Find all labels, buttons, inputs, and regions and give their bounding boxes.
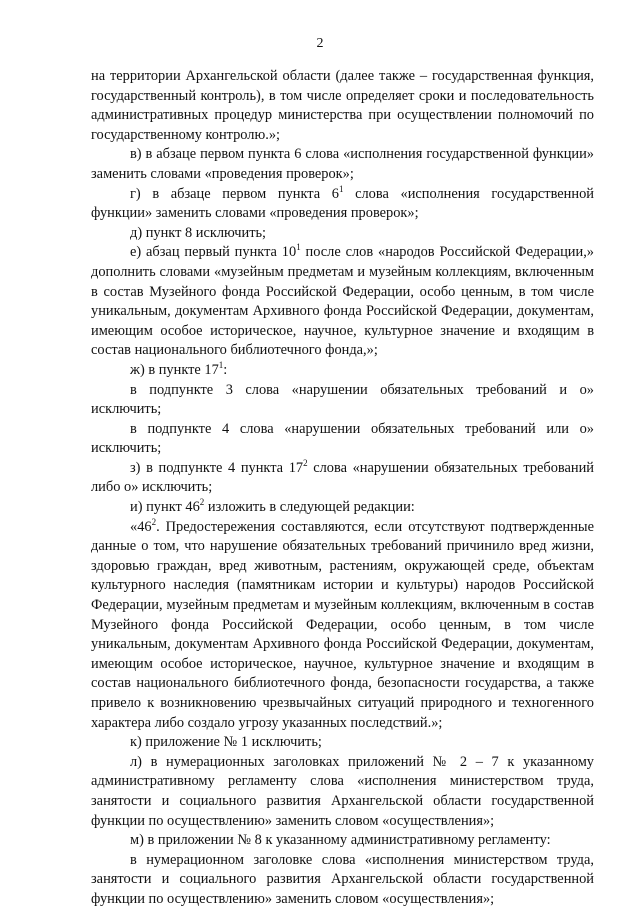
paragraph-text: к) приложение № 1 исключить; [130, 734, 322, 751]
superscript: 1 [338, 183, 344, 194]
paragraph-text: на территории Архангельской области (далее также – государственная функция, государственный контроль), в том числе определяет сроки и последовательность административных процедур министерства при осуществлении полномочий по государственному контролю.»; [91, 68, 594, 143]
paragraph-text: м) в приложении № 8 к указанному административному регламенту: [130, 832, 551, 849]
paragraph-text: в подпункте 4 слова «нарушении обязательных требований или о» исключить; [91, 420, 594, 457]
page-number: 2 [316, 36, 324, 51]
paragraph [91, 831, 594, 851]
paragraph-text: изложить в следующей редакции: [204, 499, 415, 516]
paragraph [91, 224, 594, 244]
paragraph [91, 733, 594, 753]
paragraph-text: з) в подпункте 4 пункта 17 [130, 459, 304, 476]
superscript: 2 [303, 458, 308, 469]
paragraph-text: д) пункт 8 исключить; [130, 224, 267, 241]
paragraph [91, 753, 594, 831]
paragraph [91, 420, 594, 459]
paragraph [91, 243, 594, 361]
paragraph-text: слова «нарушении обязательных требований либо о» исключить; [91, 459, 595, 496]
paragraph [91, 518, 594, 734]
paragraph-text: : [223, 361, 228, 378]
paragraph [91, 67, 594, 145]
paragraph-text: г) в абзаце первом пункта 6 [130, 185, 339, 202]
paragraph [91, 361, 594, 381]
paragraph [91, 459, 594, 498]
document-body [91, 67, 594, 910]
superscript: 2 [151, 516, 157, 527]
paragraph-text: в подпункте 3 слова «нарушении обязательных требований и о» исключить; [91, 381, 594, 418]
paragraph-text: л) в нумерационных заголовках приложений № 2 – 7 к указанному административному регламенту слова «исполнения министерством труда, занятости и социального развития Архангельской области государственной функции по осуществлению» заменить словом «осуществления»; [91, 753, 594, 829]
superscript: 2 [199, 497, 205, 508]
paragraph [91, 498, 594, 518]
paragraph [91, 381, 594, 420]
paragraph-text: «46 [130, 518, 152, 535]
paragraph-text: ж) в пункте 17 [130, 361, 219, 378]
paragraph [91, 851, 594, 910]
paragraph-text: и) пункт 46 [130, 499, 200, 516]
paragraph [91, 185, 594, 224]
paragraph-text: после слов «народов Российской Федерации,» дополнить словами «музейным предметам и музейным коллекциям, включенным в состав Музейного фонда Российской Федерации, особо ценным, в том числе уникальным, документам Архивного фонда Российской Федерации, документам, имеющим особое историческое, научное, культурное значение и входящим в состав национального библиотечного фонда,»; [91, 244, 594, 359]
paragraph-text: в) в абзаце первом пункта 6 слова «исполнения государственной функции» заменить словами «проведения проверок»; [91, 146, 594, 182]
superscript: 1 [218, 360, 224, 371]
paragraph [91, 145, 594, 184]
paragraph-text: в нумерационном заголовке слова «исполнения министерством труда, занятости и социального развития Архангельской области государственной функции по осуществлению» заменить словом «осуществления»; [91, 851, 594, 907]
paragraph-text: . Предостережения составляются, если отсутствуют подтвержденные данные о том, что нарушение обязательных требований причинило вред жизни, здоровью граждан, вред животным, растениям, окружающей среде, объектам культурного наследия (памятникам истории и культуры) народов Российской Федерации, музейным предметам и музейным коллекциям, включенным в состав Музейного фонда Российской Федерации, особо ценным, в том числе уникальным, документам Архивного фонда Российской Федерации, документам, имеющим особое историческое, научное, культурное значение и входящим в состав национального библиотечного фонда, безопасности государства, а также привело к возникновению чрезвычайных ситуаций природного и техногенного характера либо создало угрозу указанных последствий.»; [91, 518, 594, 731]
paragraph-text: е) абзац первый пункта 10 [130, 244, 297, 261]
paragraph-text: слова «исполнения государственной функции» заменить словами «проведения проверок»; [91, 185, 594, 222]
superscript: 1 [296, 242, 301, 253]
